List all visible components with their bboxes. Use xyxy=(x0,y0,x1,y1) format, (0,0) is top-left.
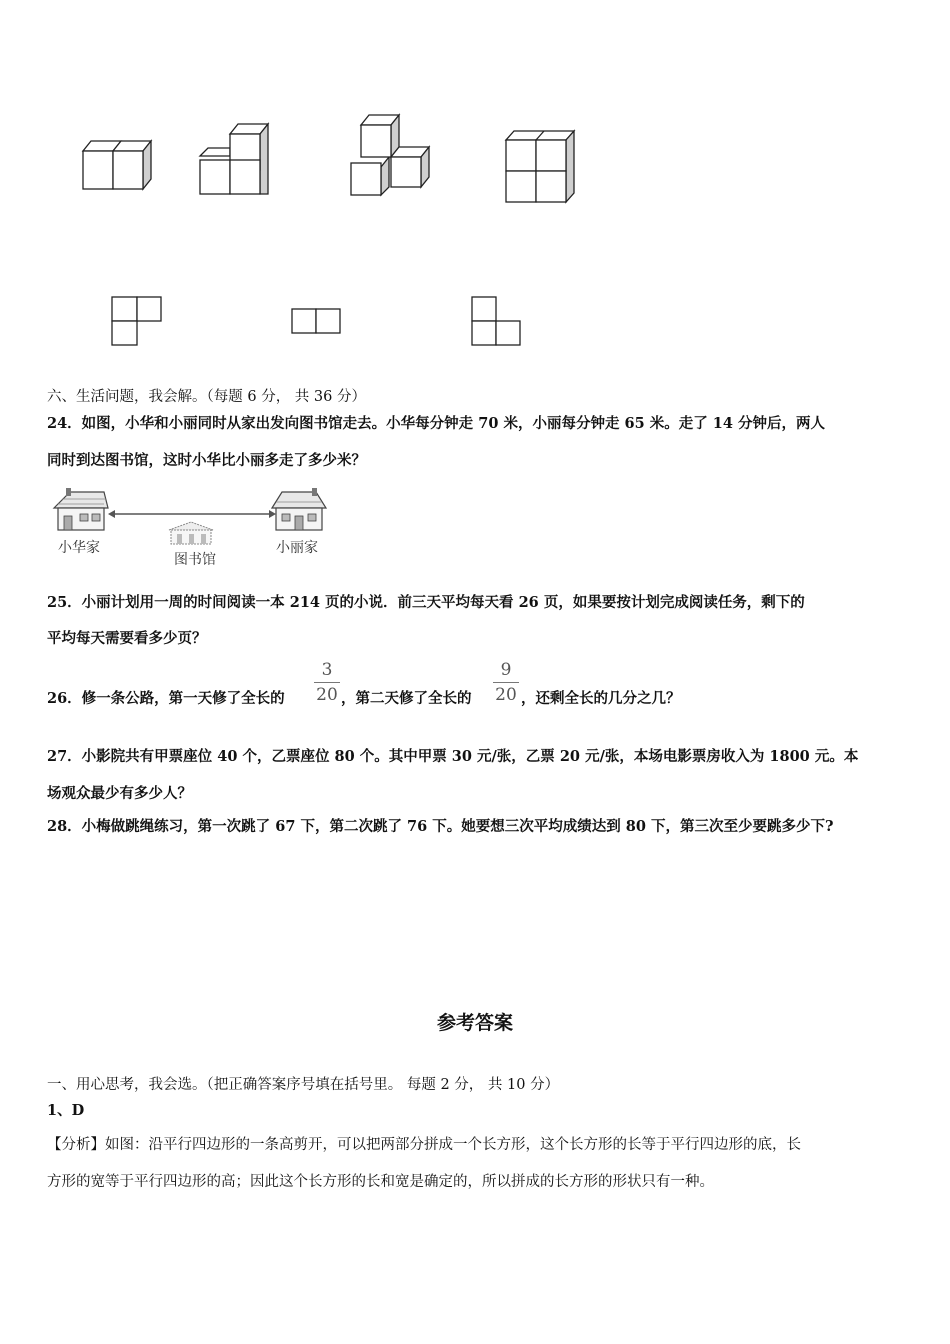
fraction-numerator: 3 xyxy=(321,660,333,680)
cube-figure-4 xyxy=(502,128,582,206)
fraction-denominator: 20 xyxy=(316,685,338,705)
answers-section-1-heading: 一、用心思考，我会选。（把正确答案序号填在括号里。 每题 2 分， 共 10 分） xyxy=(47,1077,560,1093)
answers-title: 参考答案 xyxy=(436,1012,513,1034)
question-24-line-2: 同时到达图书馆，这时小华比小丽多走了多少米？ xyxy=(47,452,366,469)
fraction-9-20 xyxy=(493,660,519,705)
house-right-icon xyxy=(268,488,330,534)
question-26-part-3: ，还剩全长的几分之几？ xyxy=(521,690,681,707)
fraction-numerator: 9 xyxy=(500,660,512,680)
library-label: 图书馆 xyxy=(174,552,216,568)
question-27-line-1: 27．小影院共有甲票座位 40 个，乙票座位 80 个。其中甲票 30 元/张，乙票 20 元/张，本场电影票房收入为 1800 元。本 xyxy=(47,748,859,765)
section-6-heading: 六、生活问题，我会解。（每题 6 分， 共 36 分） xyxy=(47,389,366,405)
question-25-line-2: 平均每天需要看多少页？ xyxy=(47,630,207,647)
house-left-label: 小华家 xyxy=(58,540,100,556)
view-shape-1 xyxy=(110,295,164,347)
library-icon xyxy=(165,520,217,546)
analysis-line-2: 方形的宽等于平行四边形的高；因此这个长方形的长和宽是确定的，所以拼成的长方形的形状只有一种。 xyxy=(47,1174,714,1190)
question-25-line-1: 25．小丽计划用一周的时间阅读一本 214 页的小说．前三天平均每天看 26 页，如果要按计划完成阅读任务，剩下的 xyxy=(47,594,805,611)
question-27-line-2: 场观众最少有多少人？ xyxy=(47,785,192,802)
house-left-icon xyxy=(50,488,112,534)
question-26-part-2: ，第二天修了全长的 xyxy=(341,690,472,707)
cube-figure-3 xyxy=(348,113,436,199)
fraction-3-20 xyxy=(314,660,340,705)
view-shape-3 xyxy=(470,295,524,347)
question-28-line-1: 28．小梅做跳绳练习，第一次跳了 67 下，第二次跳了 76 下。她要想三次平均成绩达到 80 下，第三次至少要跳多少下? xyxy=(47,818,834,835)
fraction-denominator: 20 xyxy=(495,685,517,705)
view-shape-2 xyxy=(290,307,344,335)
question-24-line-1: 24．如图，小华和小丽同时从家出发向图书馆走去。小华每分钟走 70 米，小丽每分钟走 65 米。走了 14 分钟后，两人 xyxy=(47,415,825,432)
question-26-part-1: 26．修一条公路，第一天修了全长的 xyxy=(47,690,285,707)
cube-figure-1 xyxy=(75,138,155,194)
cube-figure-2 xyxy=(196,120,276,196)
route-arrow xyxy=(108,508,276,520)
analysis-line-1: 【分析】如图：沿平行四边形的一条高剪开，可以把两部分拼成一个长方形，这个长方形的长等于平行四边形的底，长 xyxy=(47,1137,801,1153)
answer-1: 1、D xyxy=(47,1102,85,1119)
house-right-label: 小丽家 xyxy=(276,540,318,556)
